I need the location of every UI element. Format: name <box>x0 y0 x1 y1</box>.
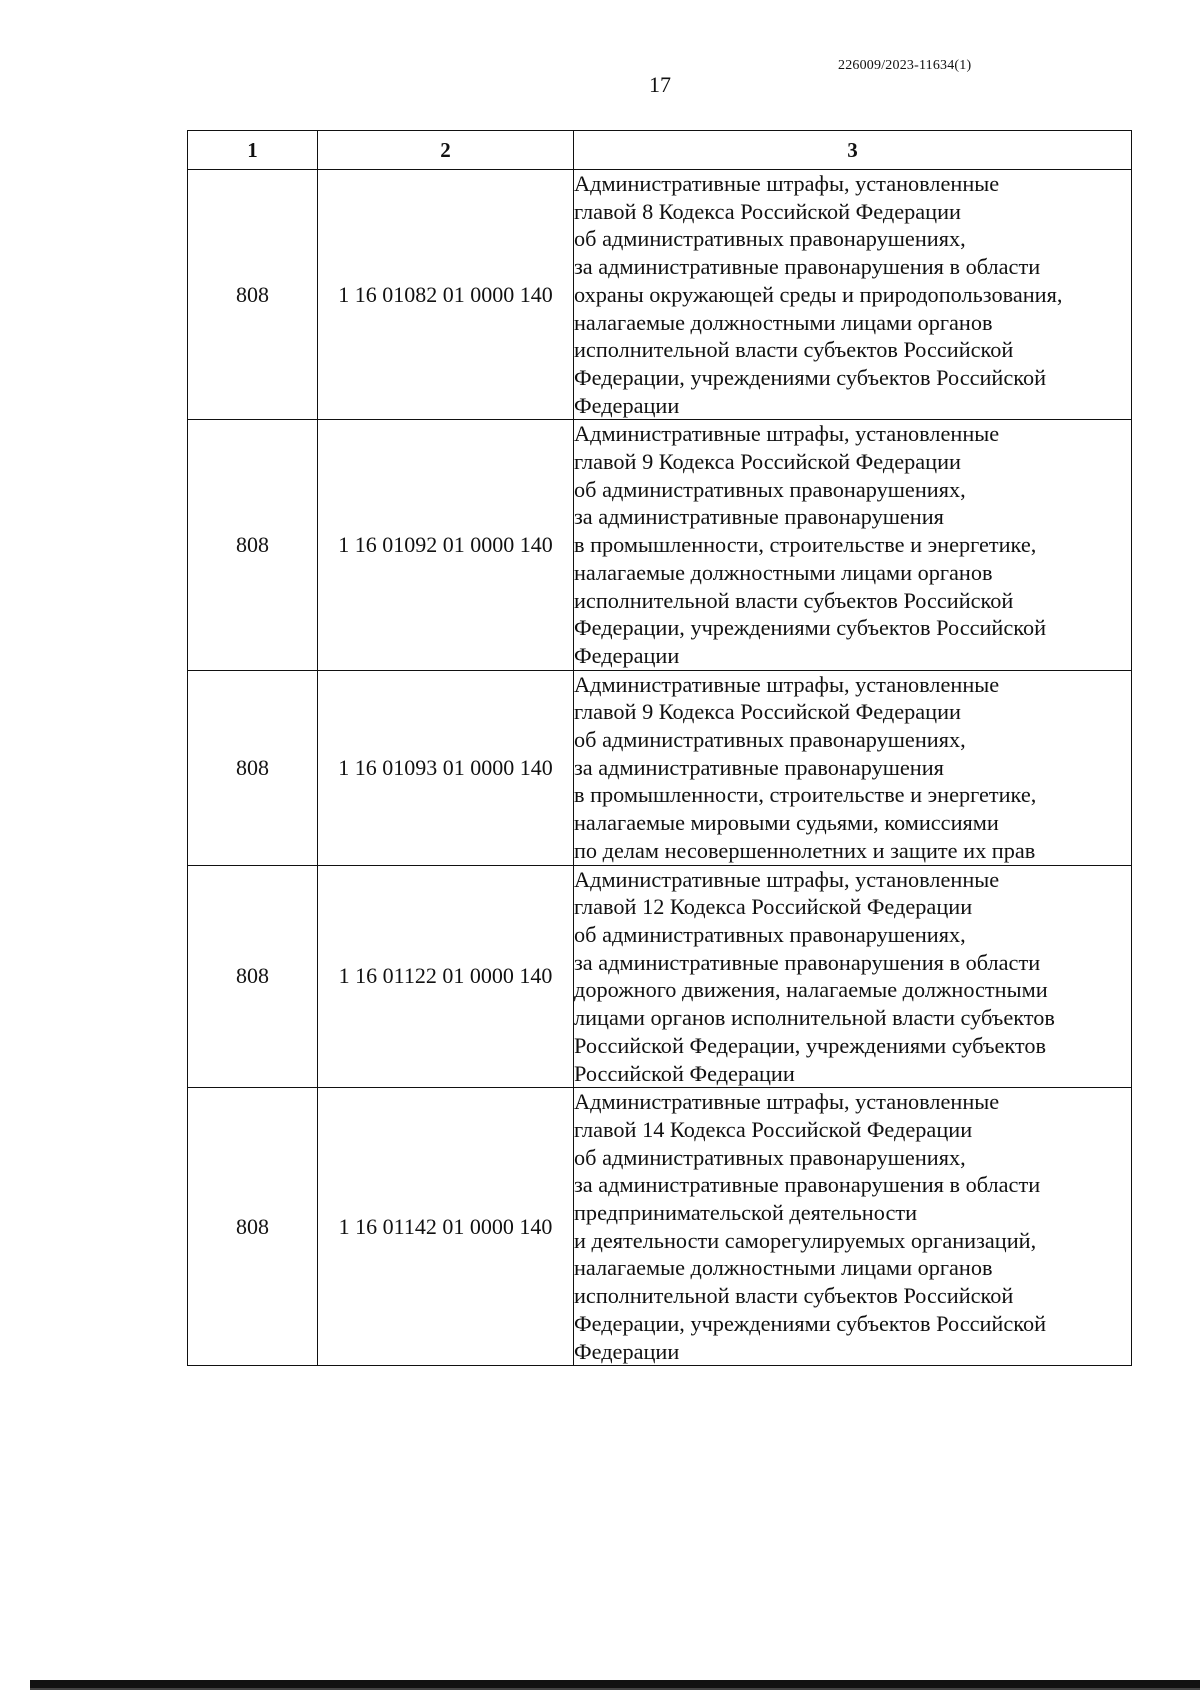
description-cell <box>574 670 1132 865</box>
description-line: Федерации, учреждениями субъектов Российской <box>574 364 1047 390</box>
document-number: 226009/2023-11634(1) <box>838 58 972 73</box>
description-line: главой 9 Кодекса Российской Федерации <box>574 699 961 725</box>
description-cell <box>574 170 1132 420</box>
description-line: главой 9 Кодекса Российской Федерации <box>574 449 961 475</box>
description-line: охраны окружающей среды и природопользования, <box>574 281 1063 307</box>
table-row <box>188 170 1132 420</box>
description-line: Административные штрафы, установленные <box>574 421 1000 447</box>
admin-code-cell: 808 <box>188 1088 318 1366</box>
description-line: Федерации <box>574 642 680 668</box>
budget-code-cell: 1 16 01093 01 0000 140 <box>318 670 574 865</box>
description-line: исполнительной власти субъектов Российской <box>574 1283 1014 1309</box>
admin-code-cell: 808 <box>188 865 318 1088</box>
description-line: Административные штрафы, установленные <box>574 1089 1000 1115</box>
description-line: Административные штрафы, установленные <box>574 171 1000 196</box>
description-line: в промышленности, строительстве и энергетике, <box>574 532 1037 558</box>
budget-code-cell: 1 16 01082 01 0000 140 <box>318 170 574 420</box>
description-line: Федерации, учреждениями субъектов Российской <box>574 1310 1047 1336</box>
description-line: об административных правонарушениях, <box>574 226 966 252</box>
column-header-1: 1 <box>188 131 318 170</box>
description-line: налагаемые должностными лицами органов <box>574 309 993 335</box>
page-number: 17 <box>649 72 671 97</box>
description-line: за административные правонарушения в области <box>574 254 1041 280</box>
description-line: исполнительной власти субъектов Российской <box>574 337 1014 363</box>
description-cell <box>574 1088 1132 1366</box>
description-cell <box>574 420 1132 670</box>
description-line: Федерации, учреждениями субъектов Российской <box>574 615 1047 641</box>
description-line: об административных правонарушениях, <box>574 727 966 753</box>
description-line: налагаемые должностными лицами органов <box>574 559 993 585</box>
description-line: налагаемые мировыми судьями, комиссиями <box>574 810 999 836</box>
budget-codes-table <box>187 130 1132 1366</box>
description-line: в промышленности, строительстве и энергетике, <box>574 782 1037 808</box>
table-header <box>188 131 1132 170</box>
description-line: главой 8 Кодекса Российской Федерации <box>574 198 961 224</box>
scan-edge-bar <box>30 1680 1200 1688</box>
description-line: Федерации <box>574 392 680 418</box>
budget-code-cell: 1 16 01142 01 0000 140 <box>318 1088 574 1366</box>
description-line: об административных правонарушениях, <box>574 476 966 502</box>
column-header-2: 2 <box>318 131 574 170</box>
description-line: за административные правонарушения <box>574 754 944 780</box>
description-line: налагаемые должностными лицами органов <box>574 1255 993 1281</box>
table-row <box>188 670 1132 865</box>
description-line: Административные штрафы, установленные <box>574 671 1000 697</box>
description-line: лицами органов исполнительной власти субъектов <box>574 1005 1055 1031</box>
description-line: исполнительной власти субъектов Российской <box>574 587 1014 613</box>
budget-code-cell: 1 16 01092 01 0000 140 <box>318 420 574 670</box>
description-line: дорожного движения, налагаемые должностными <box>574 977 1048 1003</box>
admin-code-cell: 808 <box>188 170 318 420</box>
table-row <box>188 1088 1132 1366</box>
description-line: Федерации <box>574 1338 680 1364</box>
budget-code-cell: 1 16 01122 01 0000 140 <box>318 865 574 1088</box>
description-line: за административные правонарушения в области <box>574 949 1041 975</box>
description-line: и деятельности саморегулируемых организаций, <box>574 1227 1037 1253</box>
column-header-3: 3 <box>574 131 1132 170</box>
description-line: по делам несовершеннолетних и защите их прав <box>574 837 1036 863</box>
admin-code-cell: 808 <box>188 420 318 670</box>
description-line: предпринимательской деятельности <box>574 1200 918 1226</box>
description-line: главой 14 Кодекса Российской Федерации <box>574 1116 973 1142</box>
description-line: за административные правонарушения в области <box>574 1172 1041 1198</box>
description-line: за административные правонарушения <box>574 504 944 530</box>
description-line: Российской Федерации, учреждениями субъектов <box>574 1032 1047 1058</box>
scan-edge-line <box>30 1688 1200 1690</box>
table-header-row <box>188 131 1132 170</box>
description-line: главой 12 Кодекса Российской Федерации <box>574 894 973 920</box>
table-row <box>188 420 1132 670</box>
description-line: Российской Федерации <box>574 1060 795 1086</box>
admin-code-cell: 808 <box>188 670 318 865</box>
description-line: об административных правонарушениях, <box>574 921 966 947</box>
description-line: об административных правонарушениях, <box>574 1144 966 1170</box>
description-cell <box>574 865 1132 1088</box>
table-body <box>188 170 1132 1366</box>
table-row <box>188 865 1132 1088</box>
description-line: Административные штрафы, установленные <box>574 866 1000 892</box>
